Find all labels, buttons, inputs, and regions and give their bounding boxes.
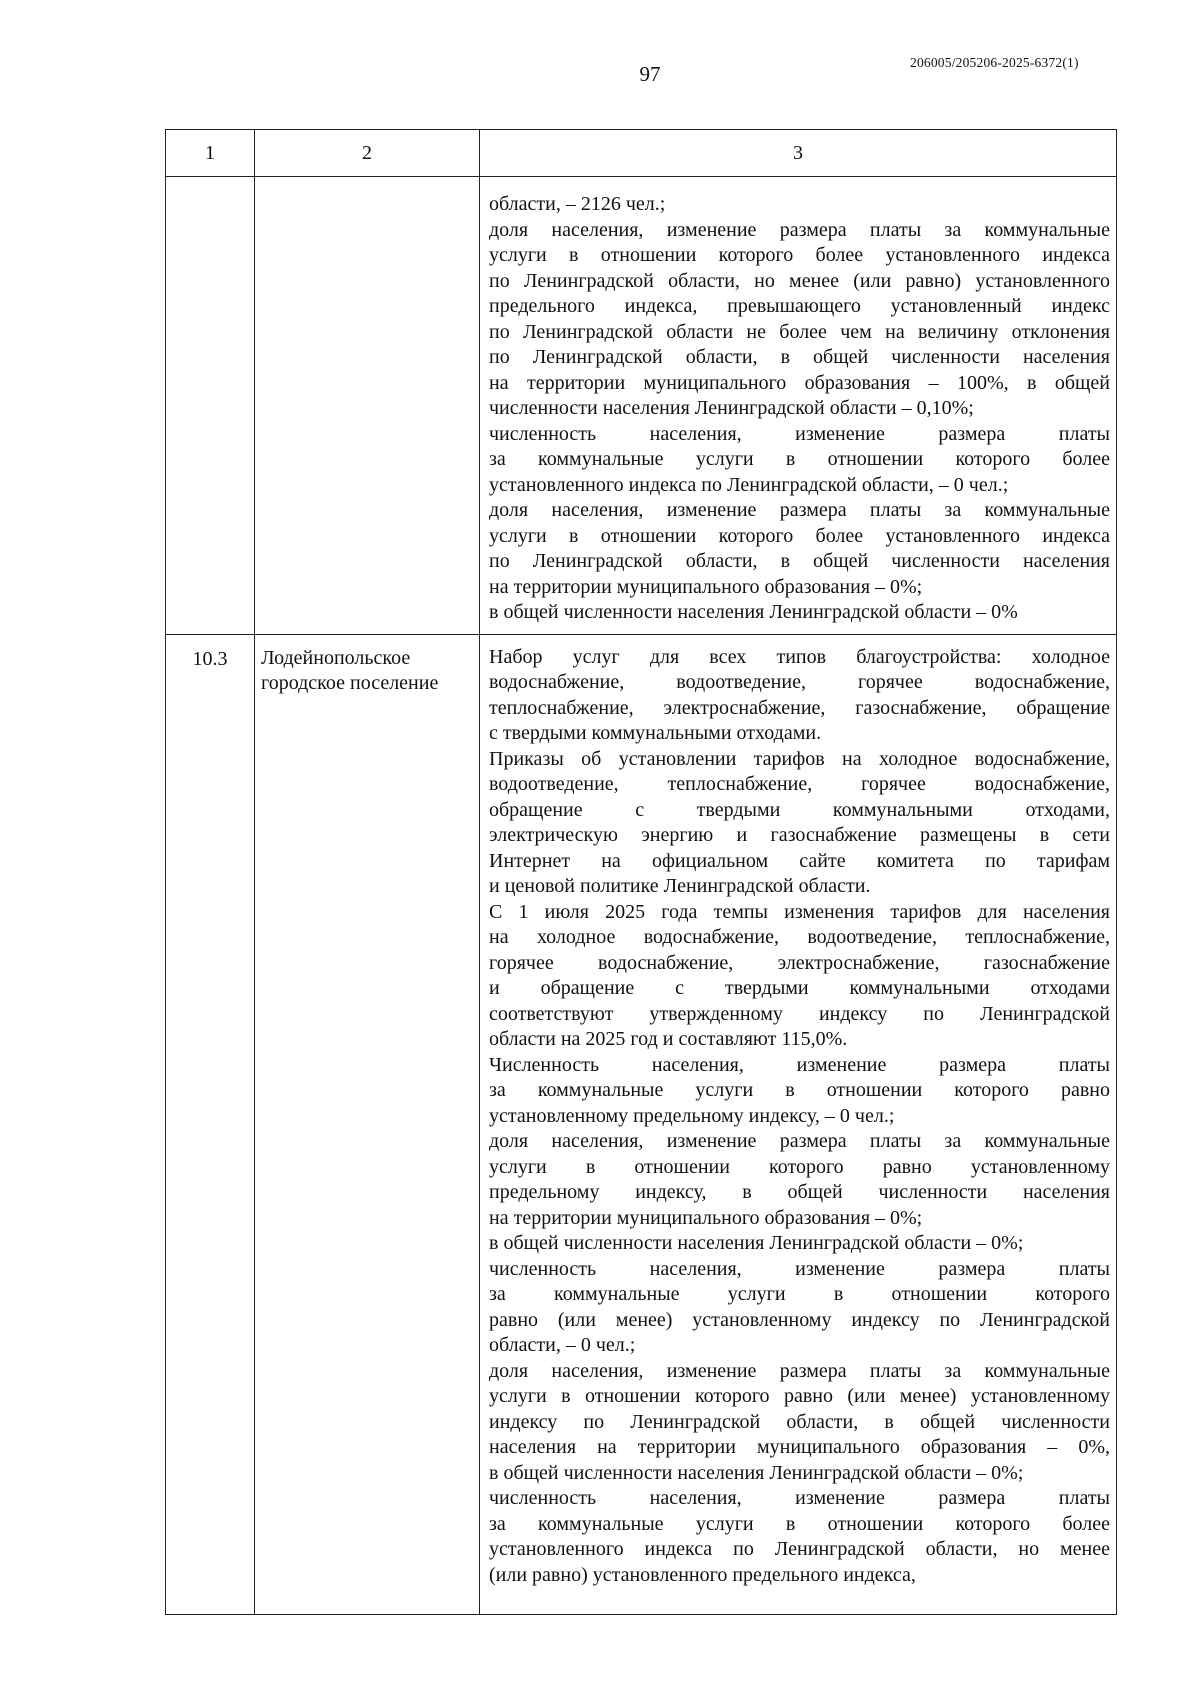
text-line: области, – 2126 чел.;	[489, 193, 666, 215]
text-line: за коммунальные услуги в отношении которого более	[489, 1512, 1110, 1535]
text-line: услуги в отношении которого более установленного индекса	[489, 524, 1110, 547]
text-line: и ценовой политике Ленинградской области.	[489, 875, 871, 897]
text-line: численность населения, изменение размера платы	[489, 1487, 1110, 1509]
text-line: населения на территории муниципального образования – 0%,	[489, 1436, 1110, 1458]
text-line: на территории муниципального образования – 0%;	[489, 1206, 923, 1229]
table-row	[166, 177, 1117, 635]
municipality-name	[255, 177, 480, 635]
text-line: электрическую энергию и газоснабжение размещены в сети	[489, 824, 1110, 846]
text-line: доля населения, изменение размера платы за коммунальные	[489, 1359, 1110, 1382]
text-line: области, – 0 чел.;	[489, 1334, 636, 1356]
text-line: предельному индексу, в общей численности населения	[489, 1181, 1110, 1203]
text-line: по Ленинградской области, в общей численности населения	[489, 346, 1110, 368]
row-number: 10.3	[166, 634, 255, 1614]
text-line: Интернет на официальном сайте комитета по тарифам	[489, 849, 1110, 872]
tariff-table	[165, 129, 1117, 1615]
text-line: (или равно) установленного предельного индекса,	[489, 1563, 916, 1586]
text-line: водоотведение, теплоснабжение, горячее водоснабжение,	[489, 773, 1110, 795]
text-line: по Ленинградской области, в общей численности населения	[489, 550, 1110, 572]
text-line: теплоснабжение, электроснабжение, газоснабжение, обращение	[489, 696, 1110, 719]
text-line: услуги в отношении которого равно установленному	[489, 1155, 1110, 1178]
text-line: численность населения, изменение размера платы	[489, 1257, 1110, 1280]
text-line: равно (или менее) установленному индексу по Ленинградской	[489, 1308, 1110, 1331]
municipality-name: Лодейнопольское городское поселение	[255, 634, 480, 1614]
table-row	[166, 634, 1117, 1614]
text-line: в общей численности населения Ленинградской области – 0%;	[489, 1461, 1024, 1484]
text-line: обращение с твердыми коммунальными отходами,	[489, 798, 1110, 821]
text-line: услуги в отношении которого равно (или менее) установленному	[489, 1385, 1110, 1407]
text-line: установленного индекса по Ленинградской области, но менее	[489, 1538, 1110, 1560]
text-line: соответствуют утвержденному индексу по Ленинградской	[489, 1002, 1110, 1025]
text-line: с твердыми коммунальными отходами.	[489, 722, 822, 744]
text-line: в общей численности населения Ленинградской области – 0%;	[489, 1232, 1024, 1254]
text-line: по Ленинградской области не более чем на величину отклонения	[489, 320, 1110, 343]
table-header-row	[166, 130, 1117, 177]
text-line: услуги в отношении которого более установленного индекса	[489, 244, 1110, 266]
text-line: доля населения, изменение размера платы за коммунальные	[489, 499, 1110, 521]
column-header-2: 2	[255, 130, 480, 177]
text-line: на территории муниципального образования – 0%;	[489, 575, 923, 598]
text-line: в общей численности населения Ленинградской области – 0%	[489, 601, 1018, 623]
text-line: Численность населения, изменение размера платы	[489, 1053, 1110, 1076]
text-line: численность населения, изменение размера платы	[489, 422, 1110, 445]
document-id: 206005/205206-2025-6372(1)	[910, 55, 1079, 70]
text-line: за коммунальные услуги в отношении которого равно	[489, 1079, 1110, 1101]
text-line: по Ленинградской области, но менее (или равно) установленного	[489, 269, 1110, 292]
text-line: за коммунальные услуги в отношении которого	[489, 1283, 1110, 1305]
text-line: за коммунальные услуги в отношении которого более	[489, 448, 1110, 470]
column-header-1: 1	[166, 130, 255, 177]
text-line: индексу по Ленинградской области, в общей численности	[489, 1410, 1110, 1433]
text-line: численности населения Ленинградской области – 0,10%;	[489, 397, 974, 419]
column-header-3: 3	[480, 130, 1117, 177]
text-line: установленного индекса по Ленинградской области, – 0 чел.;	[489, 473, 1009, 496]
text-line: доля населения, изменение размера платы за коммунальные	[489, 218, 1110, 241]
text-line: Набор услуг для всех типов благоустройства: холодное	[489, 645, 1110, 668]
row-number	[166, 177, 255, 635]
page-number: 97	[639, 62, 661, 86]
text-line: С 1 июля 2025 года темпы изменения тарифов для населения	[489, 900, 1110, 923]
text-line: и обращение с твердыми коммунальными отходами	[489, 977, 1110, 999]
text-line: на территории муниципального образования – 100%, в общей	[489, 371, 1110, 394]
text-line: установленному предельному индексу, – 0 чел.;	[489, 1104, 895, 1127]
row-content	[480, 177, 1117, 635]
text-line: доля населения, изменение размера платы за коммунальные	[489, 1130, 1110, 1152]
text-line: области на 2025 год и составляют 115,0%.	[489, 1028, 848, 1050]
row-content	[480, 634, 1117, 1614]
text-line: водоснабжение, водоотведение, горячее водоснабжение,	[489, 671, 1110, 693]
text-line: горячее водоснабжение, электроснабжение, газоснабжение	[489, 951, 1110, 974]
text-line: предельного индекса, превышающего установленный индекс	[489, 295, 1110, 317]
text-line: Приказы об установлении тарифов на холодное водоснабжение,	[489, 747, 1110, 770]
text-line: на холодное водоснабжение, водоотведение, теплоснабжение,	[489, 926, 1110, 948]
